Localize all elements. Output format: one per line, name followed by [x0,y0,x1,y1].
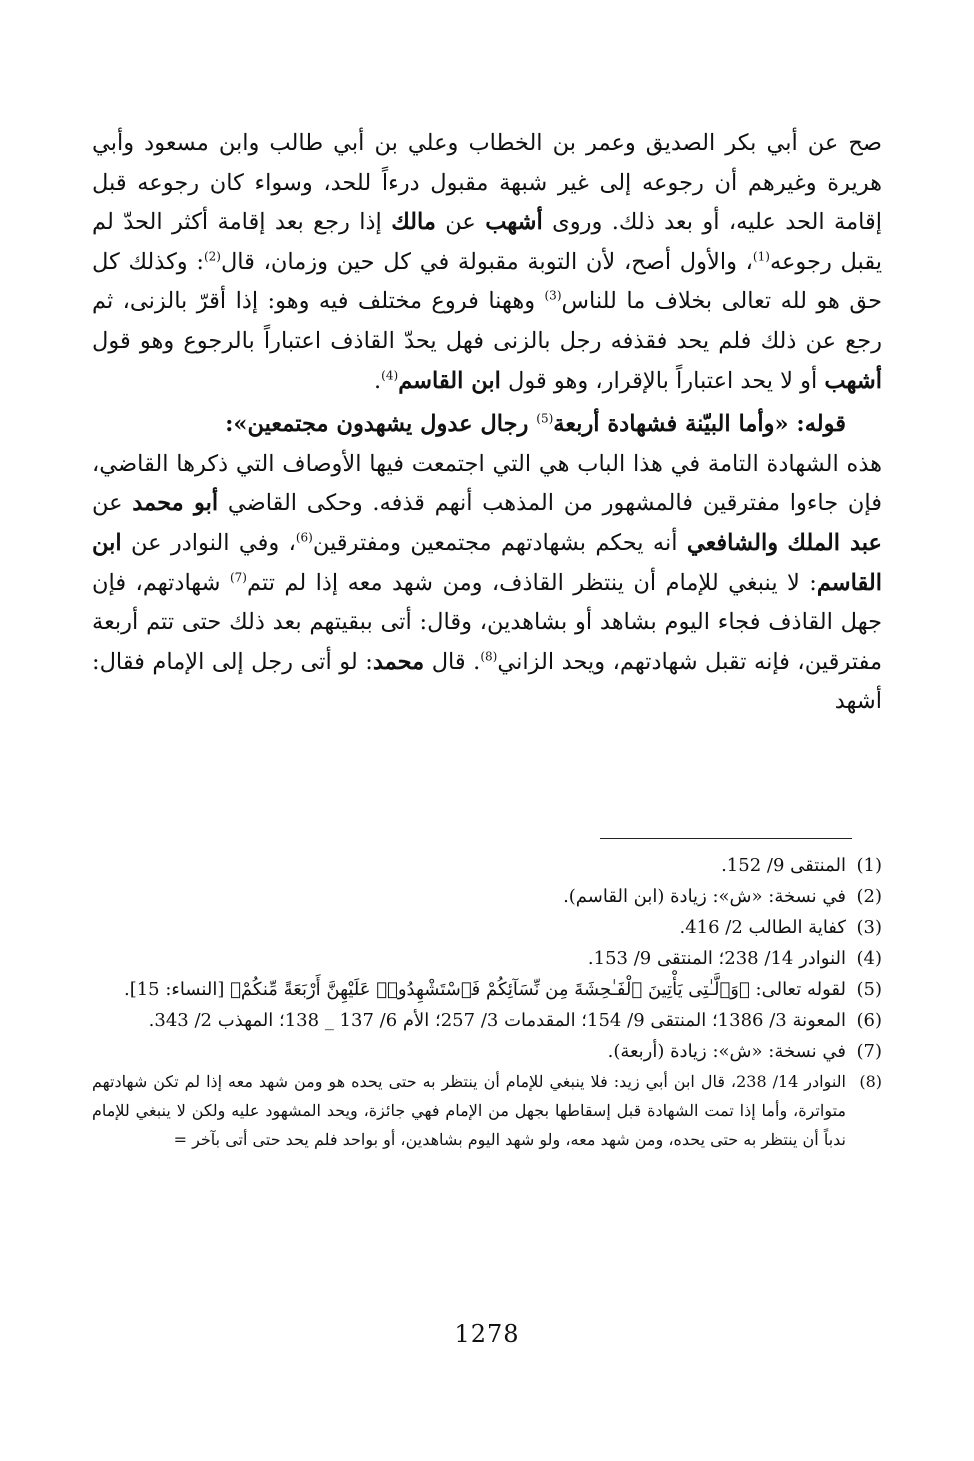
name-ashhab: أشهب [824,367,882,394]
footnote-number: (8) [859,1072,882,1091]
footnote-text: في نسخة: «ش»: زيادة (ابن القاسم). [563,886,846,907]
footnote-ref-1[interactable]: (1) [752,249,770,264]
name-malik: مالك [391,209,436,236]
name-ibn-al-qasim: ابن القاسم [398,367,501,394]
text-run: : لو أتى رجل إلى الإمام فقال: أشهد [92,648,882,715]
text-run: إذا رجع بعد إقامة أكثر الحدّ لم يقبل رجوعه [92,209,882,275]
name-shafii: والشافعي [686,529,779,556]
footnote-text: النوادر 14/ 238، قال ابن أبي زيد: فلا ينبغي للإمام أن ينتظر به حتى يحده هو ومن شهد معه إذا لم تكن شهادتهم متواترة، وأما إذا تمت الشهادة قبل إسقاطها بجهل من الإمام فهي جائزة، ويحد المشهود عليه ولكن لا ينبغي للإمام ندباً أن ينتظر به حتى يحده، ومن شهد معه، ولو شهد اليوم بشاهدين، أو بواحد فلم يحد حتى أتى بآخر = [92,1072,847,1149]
quote-intro: قوله: « [774,411,846,438]
footnote-6 [92,1005,882,1036]
text-run: أنه يحكم بشهادتهم مجتمعين ومفترقين [312,529,687,556]
footnote-7 [92,1036,882,1067]
footnote-text: في نسخة: «ش»: زيادة (أربعة). [607,1041,846,1062]
quote-text: وأما البيّنة فشهادة أربعة [553,411,775,438]
footnote-separator [600,838,852,839]
footnote-ref-4[interactable]: (4) [381,368,399,383]
footnote-ref-7[interactable]: (7) [229,570,247,585]
footnote-number: (5) [856,979,882,1000]
footnote-ref-5[interactable]: (5) [536,411,554,426]
name-ashhab: أشهب [485,209,543,236]
footnote-3 [92,912,882,943]
text-run: أو لا يحد اعتباراً بالإقرار، وهو قول [500,367,825,394]
footnote-2 [92,881,882,912]
footnote-number: (1) [856,855,882,876]
text-run: عن [435,209,486,236]
paragraph-quote [92,405,882,445]
footnote-1 [92,850,882,881]
text-run: . قال [424,648,481,675]
footnote-text: المعونة 3/ 1386؛ المنتقى 9/ 154؛ المقدمات 3/ 257؛ الأم 6/ 137 _ 138؛ المهذب 2/ 343. [148,1010,846,1031]
text-run: ، وفي النوادر عن [121,529,296,556]
text-run: شهادتهم، فإن جهل القاذف فجاء اليوم بشاهد أو بشاهدين، وقال: أتى ببقيتهم بعد ذلك حتى تتم أربعة مفترقين، فإنه تقبل شهادتهم، ويحد الزاني [92,569,883,675]
footnote-4 [92,943,882,974]
footnote-number: (3) [856,917,882,938]
footnote-5 [92,974,882,1005]
paragraph-3 [92,445,882,722]
name-ibn-al-qasim: ابن القاسم [92,529,882,596]
footnote-text: لقوله تعالى: ﴿وَٱلَّـٰتِى يَأْتِينَ ٱلْفَـٰحِشَةَ مِن نِّسَآئِكُمْ فَٱسْتَشْهِدُوا۟ عَلَيْهِنَّ أَرْبَعَةً مِّنكُمْ﴾ [النساء: 15]. [123,979,846,1000]
footnote-number: (2) [856,886,882,907]
paragraph-1 [92,124,882,401]
text-run: وههنا فروع مختلف فيه وهو: إذا أقرّ بالزنى، ثم رجع عن ذلك فلم يحد فقذفه رجل بالزنى فهل يحدّ القاذف اعتباراً بالرجوع وهو قول [92,288,882,354]
footnote-number: (4) [856,948,882,969]
footnote-ref-6[interactable]: (6) [295,530,313,545]
quote-text-2: رجال عدول يشهدون مجتمعين [247,411,537,438]
footnote-number: (7) [856,1041,882,1062]
body-text [92,124,882,722]
quote-end: »: [225,411,248,438]
text-run: عن [92,490,133,517]
text-run: هذه الشهادة التامة في هذا الباب هي التي اجتمعت فيها الأوصاف التي ذكرها القاضي، فإن جاءوا مفترقين فالمشهور من المذهب أنهم قذفه. وحكى القاضي [92,450,882,517]
footnote-ref-3[interactable]: (3) [544,288,562,303]
footnote-text: النوادر 14/ 238؛ المنتقى 9/ 153. [587,948,846,969]
text-run: . [374,367,382,394]
name-abd-al-malik: عبد الملك [787,529,882,556]
text-run: صح عن أبي بكر الصديق وعمر بن الخطاب وعلي بن أبي طالب وابن مسعود وأبي هريرة وغيرهم أن رجوعه إلى غير شبهة مقبول درءاً للحد، وسواء كان رجوعه قبل إقامة الحد عليه، أو بعد ذلك. وروى [92,130,883,236]
footnote-text: المنتقى 9/ 152. [721,855,846,876]
footnote-8 [92,1067,882,1154]
text-run: : لا ينبغي للإمام أن ينتظر القاذف، ومن شهد معه إذا لم تتم [246,569,817,596]
name-abu-muhammad: أبو محمد [132,490,219,517]
text-run: : وكذلك كل حق هو لله تعالى بخلاف ما للناس [92,248,882,315]
text-run: ، والأول أصح، لأن التوبة مقبولة في كل حين وزمان، قال [220,248,753,275]
footnote-ref-2[interactable]: (2) [203,249,221,264]
page-number: 1278 [454,1320,520,1348]
footnotes [92,850,882,1154]
name-muhammad: محمد [372,648,425,675]
footnote-text: كفاية الطالب 2/ 416. [679,917,846,938]
footnote-number: (6) [856,1010,882,1031]
footnote-ref-8[interactable]: (8) [480,649,498,664]
